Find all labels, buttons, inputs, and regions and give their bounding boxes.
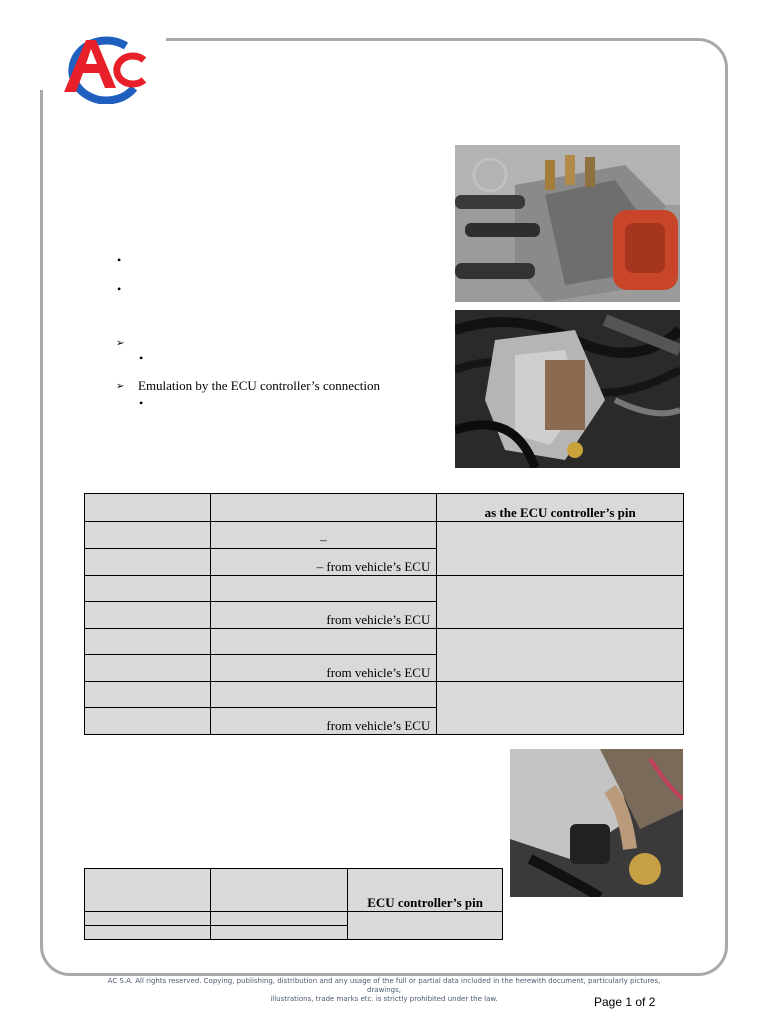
copyright-line-1: AC S.A. All rights reserved. Copying, publishing, distribution and any usage of the full or partial data included in the herewith document, particularly pictures, drawings, [107,977,661,994]
copyright-line-2: illustrations, trade marks etc. is strictly prohibited under the law. [270,995,498,1003]
table-row [85,682,684,708]
table-row [85,629,684,655]
table-cell [85,926,211,940]
pin-table [84,493,684,735]
table-header-row [85,494,684,522]
table-cell [85,576,211,602]
table-cell [85,549,211,576]
table-cell [85,602,211,629]
table-cell [210,926,348,940]
merged-cell [437,576,684,629]
ecu-pin-table [84,868,503,940]
table-header-row [85,869,503,912]
frame-gap-left [36,30,46,84]
header-cell-2 [210,494,437,522]
header-cell-1 [85,869,211,912]
table-cell: from vehicle’s ECU [210,708,437,735]
table-row [85,522,684,549]
table-row [85,912,503,926]
merged-cell [437,629,684,682]
table-cell [85,708,211,735]
table-cell [85,912,211,926]
table-cell: – from vehicle’s ECU [210,549,437,576]
arrow-bullet-2: ➢ [116,381,125,392]
table-cell: – [210,522,437,549]
header-cell-3: as the ECU controller’s pin [437,494,684,522]
header-cell-1 [85,494,211,522]
table-cell: from vehicle’s ECU [210,602,437,629]
bullet-2: • [117,282,122,296]
copyright-footer [100,977,668,1004]
sub-bullet-1: • [139,351,144,365]
table-cell [210,912,348,926]
table-cell: from vehicle’s ECU [210,655,437,682]
sensor-connector-photo [510,749,683,897]
page-number: Page 1 of 2 [594,995,656,1009]
engine-bay-photo [455,310,680,468]
bullet-1: • [117,253,122,267]
table-cell [85,629,211,655]
arrow-bullet-1: ➢ [116,338,125,349]
merged-cell [437,522,684,576]
merged-cell [348,912,503,940]
emulation-item-text: Emulation by the ECU controller’s connection [138,378,381,393]
injector-rail-photo [455,145,680,302]
table-cell [210,629,437,655]
table-row [85,576,684,602]
table-cell [85,522,211,549]
merged-cell [437,682,684,735]
ac-logo [56,32,152,104]
table-cell [85,682,211,708]
header-cell-2 [210,869,348,912]
table-cell [210,682,437,708]
header-cell-3: ECU controller’s pin [348,869,503,912]
table-cell [210,576,437,602]
table-cell [85,655,211,682]
sub-bullet-2: • [139,396,144,410]
